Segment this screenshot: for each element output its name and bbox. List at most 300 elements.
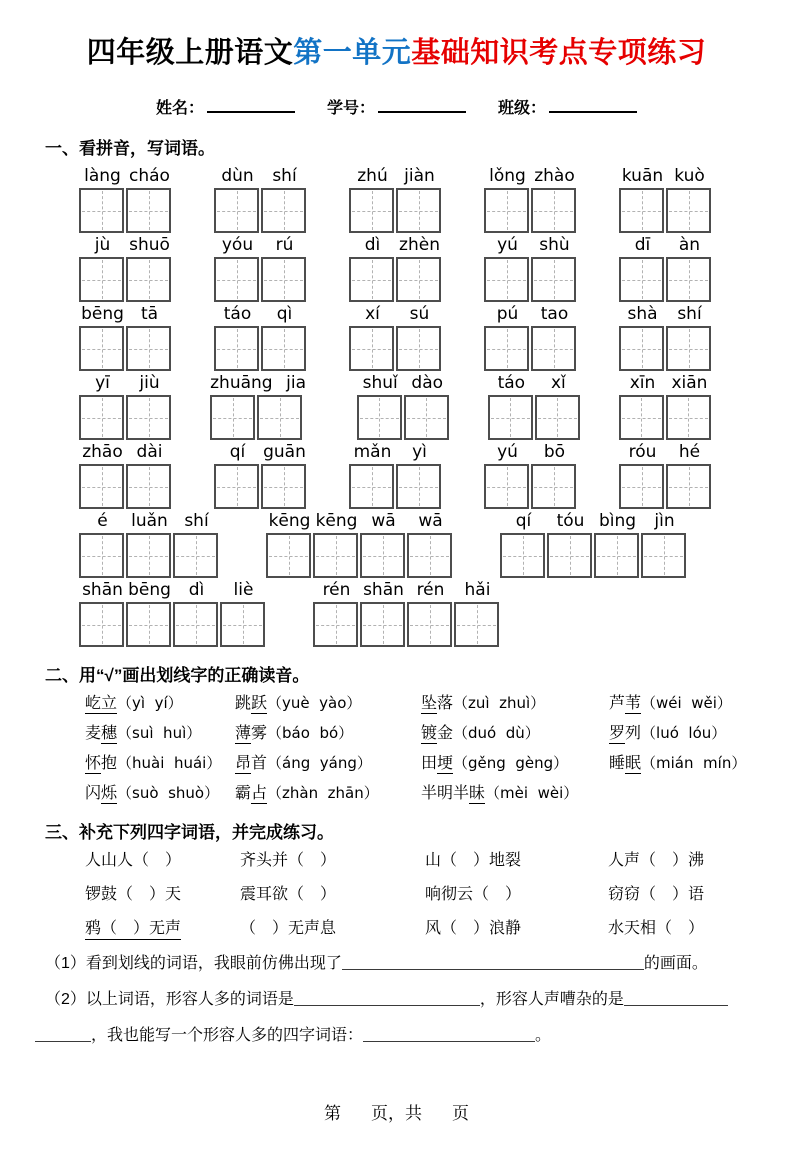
writing-box[interactable] xyxy=(535,395,580,440)
pronunciation-options: （mián mín） xyxy=(641,754,747,772)
writing-box[interactable] xyxy=(261,257,306,302)
idiom-item xyxy=(85,884,240,906)
pinyin-syllable: guān xyxy=(263,442,306,462)
writing-box[interactable] xyxy=(126,533,171,578)
writing-box[interactable] xyxy=(126,464,171,509)
pinyin-label xyxy=(79,235,173,256)
pronunciation-options: （gěng gèng） xyxy=(453,754,569,772)
name-field xyxy=(156,95,295,118)
answer-blank[interactable] xyxy=(294,991,480,1006)
footer-text-pages: 页 xyxy=(452,1104,469,1123)
writing-box[interactable] xyxy=(261,326,306,371)
word-part: 金 xyxy=(437,725,454,742)
class-field xyxy=(498,95,637,118)
pinyin-syllable: tóu xyxy=(556,511,585,531)
writing-boxes xyxy=(214,257,308,302)
writing-box[interactable] xyxy=(79,602,124,647)
pinyin-syllable: rú xyxy=(275,235,294,255)
writing-boxes xyxy=(79,326,173,371)
writing-box[interactable] xyxy=(531,188,576,233)
writing-boxes xyxy=(349,257,443,302)
pinyin-syllable: jiù xyxy=(139,373,160,393)
question-1 xyxy=(45,952,748,976)
underlined-char: 昂 xyxy=(235,755,252,772)
pinyin-word-group xyxy=(619,373,713,440)
word-part: 跳 xyxy=(235,695,252,712)
idiom-item xyxy=(240,884,425,906)
writing-box[interactable] xyxy=(214,257,259,302)
idiom-text: 人山人（ ） xyxy=(85,852,182,869)
pinyin-syllable: shān xyxy=(363,580,404,600)
pinyin-word-group xyxy=(349,166,443,233)
pinyin-word-group xyxy=(349,442,443,509)
pinyin-syllable: sú xyxy=(409,304,430,324)
pinyin-row xyxy=(79,580,713,647)
pinyin-row xyxy=(79,511,713,578)
writing-box[interactable] xyxy=(407,602,452,647)
writing-box[interactable] xyxy=(484,188,529,233)
pinyin-syllable: liè xyxy=(233,580,254,600)
writing-box[interactable] xyxy=(126,188,171,233)
title-part-blue: 第一单元 xyxy=(293,37,412,69)
idiom-grid xyxy=(85,850,793,940)
pinyin-word-group xyxy=(488,373,582,440)
pinyin-label xyxy=(484,304,578,325)
pinyin-syllable: qí xyxy=(515,511,532,531)
word-part: 麦 xyxy=(85,725,102,742)
section-two-heading: 二、用“√”画出划线字的正确读音。 xyxy=(45,666,310,685)
pinyin-label xyxy=(79,304,173,325)
writing-box[interactable] xyxy=(173,533,218,578)
pinyin-syllable: shuǐ xyxy=(362,373,398,393)
student-id-field xyxy=(327,95,466,118)
idiom-item xyxy=(240,850,425,872)
pinyin-row xyxy=(79,235,713,302)
writing-box[interactable] xyxy=(313,602,358,647)
pronunciation-item xyxy=(609,753,793,774)
writing-box[interactable] xyxy=(547,533,592,578)
writing-box[interactable] xyxy=(261,464,306,509)
writing-box[interactable] xyxy=(594,533,639,578)
writing-box[interactable] xyxy=(619,188,664,233)
writing-box[interactable] xyxy=(357,395,402,440)
pinyin-label xyxy=(214,304,308,325)
underlined-char: 薄 xyxy=(235,725,252,742)
pinyin-word-group xyxy=(79,304,173,371)
pinyin-row xyxy=(79,442,713,509)
pinyin-syllable: kuān xyxy=(621,166,664,186)
writing-box[interactable] xyxy=(404,395,449,440)
worksheet-page xyxy=(0,30,793,1152)
pinyin-label xyxy=(79,166,173,187)
question-2-text-3: ，我也能写一个形容人多的四字词语： xyxy=(91,1027,364,1044)
answer-blank[interactable] xyxy=(624,991,728,1006)
field-label: 班级： xyxy=(498,100,547,117)
word-part: 田 xyxy=(421,755,438,772)
writing-box[interactable] xyxy=(407,533,452,578)
idiom-item xyxy=(608,918,793,940)
pinyin-syllable: xí xyxy=(365,304,380,324)
idiom-text: 水天相（ ） xyxy=(608,920,705,937)
title-part-black: 四年级上册语文 xyxy=(86,37,294,69)
field-label: 学号： xyxy=(326,100,375,117)
question-2-line2 xyxy=(35,1024,748,1048)
writing-box[interactable] xyxy=(214,464,259,509)
writing-box[interactable] xyxy=(214,188,259,233)
pinyin-label xyxy=(484,166,578,187)
pinyin-label xyxy=(214,235,308,256)
pinyin-word-group xyxy=(619,304,713,371)
pronunciation-options: （zuì zhuì） xyxy=(453,694,546,712)
pinyin-label xyxy=(619,442,713,463)
idiom-text: 锣鼓（ ）天 xyxy=(85,886,182,903)
word-part: 芦 xyxy=(609,695,626,712)
pinyin-syllable: pú xyxy=(496,304,519,324)
writing-box[interactable] xyxy=(214,326,259,371)
writing-box[interactable] xyxy=(220,602,265,647)
pronunciation-options: （yì yí） xyxy=(117,694,183,712)
underlined-char: 穗 xyxy=(101,725,118,742)
pinyin-label xyxy=(619,235,713,256)
pinyin-syllable: hé xyxy=(678,442,701,462)
pinyin-syllable: yú xyxy=(497,442,518,462)
pinyin-label xyxy=(313,580,501,601)
underlined-char: 烁 xyxy=(101,785,118,802)
pinyin-word-group xyxy=(357,373,451,440)
writing-box[interactable] xyxy=(619,464,664,509)
writing-boxes xyxy=(349,464,443,509)
writing-box[interactable] xyxy=(666,326,711,371)
field-blank[interactable] xyxy=(549,98,637,113)
pinyin-syllable: wā xyxy=(418,511,443,531)
word-part: 首 xyxy=(251,755,268,772)
pinyin-syllable: mǎn xyxy=(353,442,392,462)
idiom-item xyxy=(608,884,793,906)
pinyin-word-group xyxy=(79,580,267,647)
writing-box[interactable] xyxy=(257,395,302,440)
pinyin-syllable: hǎi xyxy=(464,580,491,600)
pinyin-label xyxy=(619,373,713,394)
pinyin-syllable: bēng xyxy=(128,580,171,600)
idiom-item xyxy=(240,918,425,940)
writing-box[interactable] xyxy=(396,326,441,371)
writing-box[interactable] xyxy=(531,326,576,371)
word-part: 闪 xyxy=(85,785,102,802)
pinyin-syllable: xīn xyxy=(629,373,656,393)
idiom-item xyxy=(425,850,608,872)
field-label: 姓名： xyxy=(155,100,204,117)
underlined-char: 苇 xyxy=(625,695,642,712)
idiom-text: （ ）无声息 xyxy=(240,920,337,937)
idiom-item xyxy=(425,884,608,906)
writing-box[interactable] xyxy=(666,257,711,302)
answer-blank[interactable] xyxy=(35,1027,91,1042)
writing-box[interactable] xyxy=(360,533,405,578)
pinyin-syllable: dī xyxy=(634,235,651,255)
pinyin-syllable: zhú xyxy=(357,166,388,186)
pinyin-syllable: jù xyxy=(94,235,111,255)
pinyin-syllable: táo xyxy=(497,373,526,393)
question-1-tail: 的画面。 xyxy=(643,955,708,972)
idiom-text: 齐头并（ ） xyxy=(240,852,337,869)
pronunciation-item xyxy=(609,693,793,714)
writing-box[interactable] xyxy=(79,326,124,371)
pinyin-word-group xyxy=(484,235,578,302)
pinyin-syllable: yú xyxy=(497,235,518,255)
field-blank[interactable] xyxy=(207,98,295,113)
pinyin-label xyxy=(357,373,451,394)
pinyin-syllable: cháo xyxy=(129,166,170,186)
writing-boxes xyxy=(79,188,173,233)
pinyin-label xyxy=(619,304,713,325)
page-title xyxy=(0,30,793,71)
pinyin-word-group xyxy=(349,304,443,371)
writing-box[interactable] xyxy=(349,464,394,509)
pinyin-syllable: xiān xyxy=(671,373,708,393)
writing-boxes xyxy=(214,464,308,509)
idiom-item xyxy=(608,850,793,872)
footer-text-of: 页，共 xyxy=(371,1104,422,1123)
writing-boxes xyxy=(500,533,688,578)
writing-box[interactable] xyxy=(619,395,664,440)
pinyin-syllable: rén xyxy=(322,580,351,600)
idiom-item xyxy=(85,918,240,940)
pinyin-label xyxy=(349,304,443,325)
pinyin-syllable: shí xyxy=(184,511,209,531)
writing-boxes xyxy=(488,395,582,440)
writing-box[interactable] xyxy=(349,326,394,371)
pinyin-word-group xyxy=(484,166,578,233)
pronunciation-options: （zhàn zhān） xyxy=(267,784,379,802)
writing-box[interactable] xyxy=(666,395,711,440)
writing-box[interactable] xyxy=(79,464,124,509)
writing-box[interactable] xyxy=(666,188,711,233)
pronunciation-item xyxy=(421,723,609,744)
pinyin-syllable: shù xyxy=(539,235,570,255)
writing-box[interactable] xyxy=(484,326,529,371)
writing-boxes xyxy=(79,464,173,509)
pronunciation-item xyxy=(235,723,421,744)
writing-box[interactable] xyxy=(126,257,171,302)
writing-boxes xyxy=(484,326,578,371)
pinyin-syllable: bēng xyxy=(81,304,124,324)
writing-box[interactable] xyxy=(454,602,499,647)
pinyin-syllable: zhào xyxy=(534,166,575,186)
answer-blank[interactable] xyxy=(342,955,644,970)
pronunciation-options: （suò shuò） xyxy=(117,784,220,802)
idiom-text: 人声（ ）沸 xyxy=(608,852,705,869)
writing-box[interactable] xyxy=(396,257,441,302)
writing-boxes xyxy=(313,602,501,647)
writing-box[interactable] xyxy=(619,326,664,371)
writing-boxes xyxy=(79,602,267,647)
pinyin-label xyxy=(484,442,578,463)
writing-box[interactable] xyxy=(210,395,255,440)
writing-box[interactable] xyxy=(266,533,311,578)
pinyin-syllable: zhāo xyxy=(82,442,123,462)
pinyin-label xyxy=(79,511,220,532)
pinyin-syllable: shà xyxy=(627,304,658,324)
pronunciation-item xyxy=(235,753,421,774)
underlined-char: 镀 xyxy=(421,725,438,742)
pinyin-word-group xyxy=(619,235,713,302)
pinyin-syllable: dùn xyxy=(221,166,254,186)
student-info-row xyxy=(0,95,793,118)
word-part: 落 xyxy=(437,695,454,712)
word-part: 半明半 xyxy=(421,785,470,802)
pronunciation-item xyxy=(85,723,235,744)
writing-box[interactable] xyxy=(619,257,664,302)
pinyin-label xyxy=(349,442,443,463)
underlined-char: 屹立 xyxy=(85,695,118,712)
answer-blank[interactable] xyxy=(363,1027,535,1042)
writing-box[interactable] xyxy=(173,602,218,647)
underlined-char: 跃 xyxy=(251,695,268,712)
pronunciation-options: （duó dù） xyxy=(453,724,540,742)
pinyin-label xyxy=(79,373,173,394)
pinyin-word-group xyxy=(214,304,308,371)
pinyin-syllable: qì xyxy=(276,304,293,324)
pinyin-syllable: bō xyxy=(543,442,566,462)
pinyin-syllable: dào xyxy=(411,373,444,393)
writing-box[interactable] xyxy=(500,533,545,578)
writing-boxes xyxy=(619,257,713,302)
pronunciation-options: （huài huái） xyxy=(117,754,222,772)
writing-box[interactable] xyxy=(126,326,171,371)
pinyin-label xyxy=(266,511,454,532)
writing-boxes xyxy=(484,464,578,509)
writing-boxes xyxy=(484,257,578,302)
idiom-text: 鸦（ ）无声 xyxy=(85,920,181,940)
writing-box[interactable] xyxy=(531,464,576,509)
pinyin-syllable: jia xyxy=(286,373,307,393)
pinyin-syllable: kēng xyxy=(268,511,311,531)
pronunciation-options: （wéi wěi） xyxy=(641,694,732,712)
writing-box[interactable] xyxy=(396,464,441,509)
section-one-heading: 一、看拼音，写词语。 xyxy=(45,139,215,158)
pinyin-label xyxy=(210,373,319,394)
pinyin-word-group xyxy=(79,235,173,302)
pronunciation-item xyxy=(609,723,793,744)
writing-box[interactable] xyxy=(349,257,394,302)
field-blank[interactable] xyxy=(378,98,466,113)
pinyin-syllable: dài xyxy=(136,442,163,462)
pronunciation-item xyxy=(421,693,609,714)
footer-text-page: 第 xyxy=(324,1104,341,1123)
pinyin-label xyxy=(214,442,308,463)
writing-box[interactable] xyxy=(79,533,124,578)
pinyin-syllable: àn xyxy=(678,235,701,255)
writing-box[interactable] xyxy=(641,533,686,578)
pinyin-syllable: dì xyxy=(188,580,205,600)
pinyin-syllable: jìn xyxy=(654,511,675,531)
pinyin-word-group xyxy=(79,442,173,509)
pinyin-label xyxy=(349,235,443,256)
writing-box[interactable] xyxy=(666,464,711,509)
pinyin-syllable: qí xyxy=(229,442,246,462)
pinyin-syllable: shí xyxy=(272,166,297,186)
writing-boxes xyxy=(619,395,713,440)
pinyin-syllable: bìng xyxy=(598,511,637,531)
writing-box[interactable] xyxy=(261,188,306,233)
idiom-text: 窃窃（ ）语 xyxy=(608,886,705,903)
word-part: 列 xyxy=(625,725,642,742)
question-2-line1 xyxy=(45,988,748,1012)
writing-boxes xyxy=(619,464,713,509)
pronunciation-item xyxy=(85,783,235,804)
underlined-char: 罗 xyxy=(609,725,626,742)
idiom-text: 震耳欲（ ） xyxy=(240,886,337,903)
writing-boxes xyxy=(210,395,319,440)
pinyin-label xyxy=(619,166,713,187)
pinyin-syllable: tā xyxy=(140,304,159,324)
pinyin-syllable: kēng xyxy=(315,511,358,531)
pronunciation-grid xyxy=(85,693,793,804)
pronunciation-options: （yuè yào） xyxy=(267,694,362,712)
pinyin-syllable: yī xyxy=(95,373,110,393)
writing-box[interactable] xyxy=(79,188,124,233)
pinyin-syllable: luǎn xyxy=(131,511,168,531)
underlined-char: 昧 xyxy=(469,785,486,802)
word-part: 睡 xyxy=(609,755,626,772)
page-footer xyxy=(0,1099,793,1124)
pinyin-word-group xyxy=(210,373,319,440)
pronunciation-options: （báo bó） xyxy=(267,724,354,742)
writing-box[interactable] xyxy=(396,188,441,233)
pronunciation-item xyxy=(421,783,609,804)
pinyin-word-group xyxy=(79,166,173,233)
pinyin-syllable: yì xyxy=(412,442,427,462)
pinyin-syllable: lǒng xyxy=(489,166,526,186)
writing-box[interactable] xyxy=(360,602,405,647)
pinyin-row xyxy=(79,166,713,233)
idiom-text: 响彻云（ ） xyxy=(425,886,522,903)
pinyin-syllable: é xyxy=(97,511,108,531)
question-2-text-4: 。 xyxy=(535,1027,552,1044)
pinyin-syllable: shí xyxy=(677,304,702,324)
pinyin-label xyxy=(500,511,688,532)
writing-box[interactable] xyxy=(79,257,124,302)
writing-box[interactable] xyxy=(79,395,124,440)
writing-boxes xyxy=(79,533,220,578)
pinyin-syllable: làng xyxy=(84,166,121,186)
writing-box[interactable] xyxy=(488,395,533,440)
writing-box[interactable] xyxy=(126,602,171,647)
writing-box[interactable] xyxy=(126,395,171,440)
pinyin-label xyxy=(79,442,173,463)
writing-box[interactable] xyxy=(484,464,529,509)
writing-boxes xyxy=(619,188,713,233)
question-1-text: （1）看到划线的词语，我眼前仿佛出现了 xyxy=(45,955,342,972)
pinyin-syllable: yóu xyxy=(221,235,254,255)
writing-box[interactable] xyxy=(313,533,358,578)
writing-boxes xyxy=(266,533,454,578)
pronunciation-item xyxy=(85,753,235,774)
pinyin-row xyxy=(79,373,713,440)
pinyin-word-group xyxy=(266,511,454,578)
pinyin-syllable: táo xyxy=(223,304,252,324)
section-three-heading: 三、补充下列四字词语，并完成练习。 xyxy=(45,823,334,842)
writing-box[interactable] xyxy=(349,188,394,233)
writing-box[interactable] xyxy=(531,257,576,302)
idiom-text: 山（ ）地裂 xyxy=(425,852,522,869)
pinyin-word-group xyxy=(79,511,220,578)
idiom-item xyxy=(425,918,608,940)
word-part: 霸 xyxy=(235,785,252,802)
pinyin-syllable: rén xyxy=(416,580,445,600)
pronunciation-item xyxy=(235,783,421,804)
writing-box[interactable] xyxy=(484,257,529,302)
